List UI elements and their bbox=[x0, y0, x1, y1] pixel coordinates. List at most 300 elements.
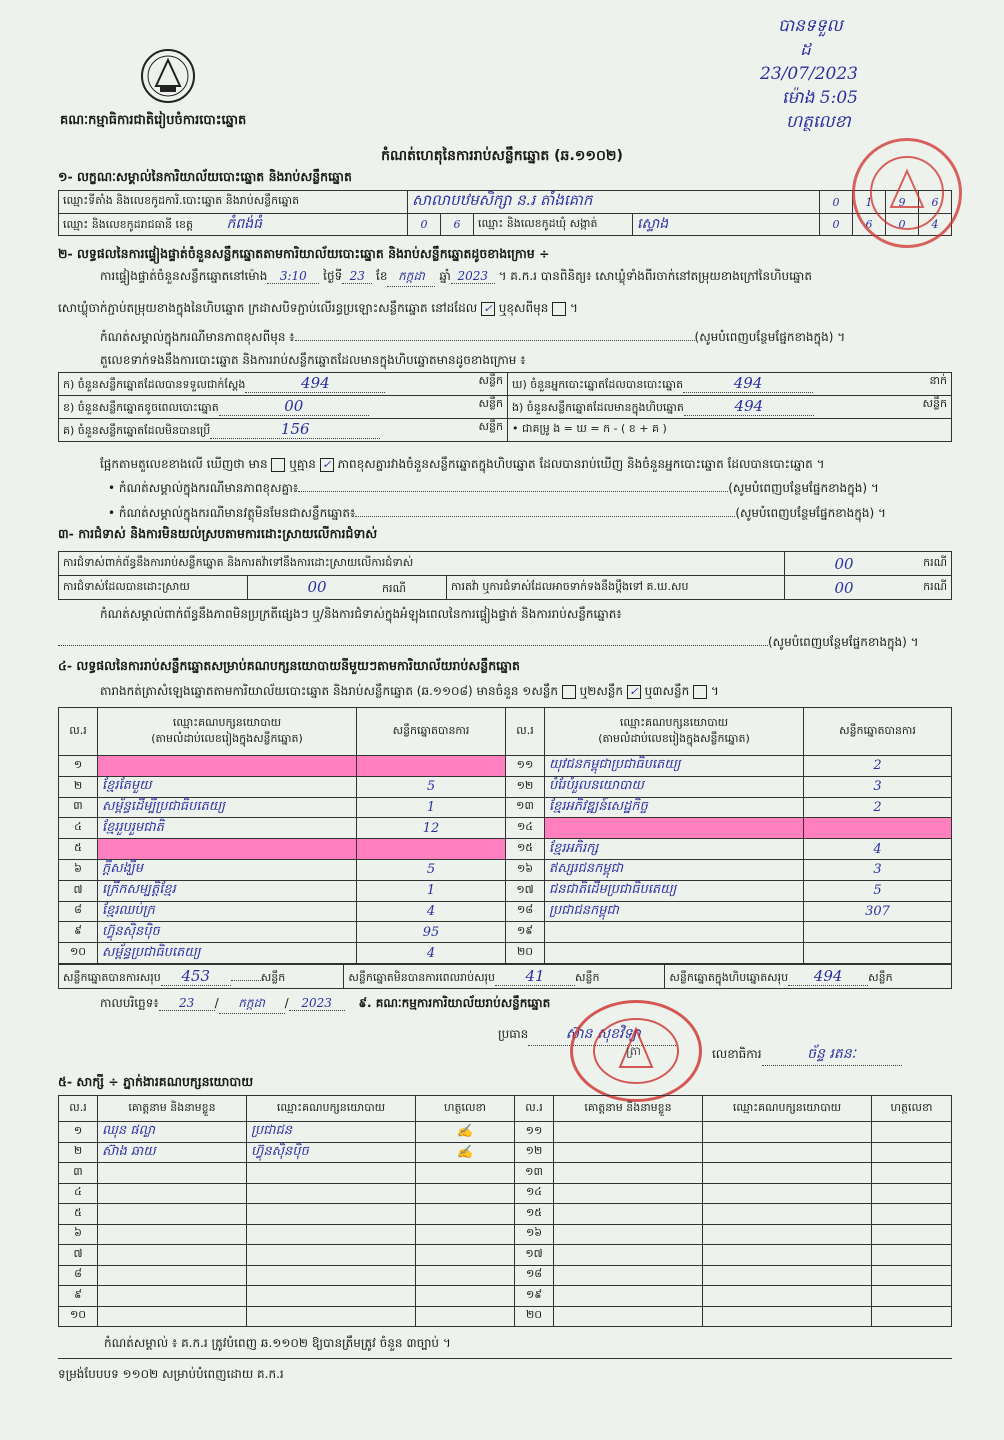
witness-row bbox=[59, 1286, 952, 1307]
appeal-label: ការតវ៉ា ឬការជំទាស់ដែលអាចទាក់ទងនឹងប្តឹងទៅ គ.ឃ.សប bbox=[447, 576, 785, 600]
resolved-unit: ករណី bbox=[382, 581, 406, 595]
different-checkbox[interactable] bbox=[552, 302, 566, 316]
received-note-line1: បានទទួល bbox=[778, 16, 843, 36]
diff-note-line bbox=[100, 329, 960, 347]
section-2-heading: ២- លទ្ធផលនៃការផ្ទៀងផ្ទាត់ចំនួនសន្លឹកឆ្នោតតាមការិយាល័យបោះឆ្នោត និងរាប់សន្លឹកឆ្នោតដូចខាងក្រោម ÷ bbox=[58, 246, 550, 261]
received-unit: សន្លឹក bbox=[478, 374, 503, 387]
chair-label: ប្រធាន bbox=[498, 1027, 529, 1041]
w-col-party-left: ឈ្មោះគណបក្សនយោបាយ bbox=[247, 1096, 416, 1122]
verify-line-2 bbox=[58, 300, 578, 318]
received-label: ក) ចំនួនសន្លឹកឆ្នោតដែលបានទទួលជាក់ស្តែង bbox=[63, 378, 246, 391]
objections-label: ការជំទាស់ពាក់ព័ន្ធនឹងការរាប់សន្លឹកឆ្នោត និងការតវ៉ាទៅនឹងការដោះស្រាយលើការជំទាស់ bbox=[59, 552, 785, 576]
chair-sign: ស៊ាន សុខវិទ្យា bbox=[528, 1024, 678, 1046]
sign-date-year: 2023 bbox=[289, 996, 345, 1011]
witness-sign bbox=[416, 1224, 515, 1245]
witness-name bbox=[98, 1204, 247, 1225]
total-valid: 453 bbox=[161, 967, 231, 986]
witness-sign bbox=[416, 1286, 515, 1307]
two-sheets-checkbox[interactable]: ✓ bbox=[627, 685, 641, 699]
col-party-left bbox=[98, 708, 357, 756]
commune-value: ស្ទោង bbox=[633, 214, 820, 236]
sign-date-line: កាលបរិច្ឆេទ៖ 23 / កក្កដា / 2023 ៩. គណៈកម្មការការិយាល័យរាប់សន្លឹកឆ្នោត bbox=[100, 995, 550, 1014]
party-votes: 5 bbox=[804, 880, 952, 901]
witness-party bbox=[247, 1183, 416, 1204]
witness-party bbox=[703, 1122, 872, 1143]
party-no: ១៣ bbox=[506, 797, 545, 818]
diff-note-label: កំណត់សម្គាល់ក្នុងករណីមានភាពខុសពីមុន ៖ bbox=[100, 330, 295, 344]
party-name: ជនជាតិដើមប្រជាធិបតេយ្យ bbox=[545, 880, 804, 901]
col-votes-right: សន្លឹកឆ្នោតបានការ bbox=[804, 708, 952, 756]
witness-name: ឈុន ផល្លា bbox=[98, 1122, 247, 1143]
total-invalid: 41 bbox=[495, 967, 575, 986]
figures-table bbox=[58, 372, 952, 442]
discrepancy-note-label: • កំណត់សម្គាល់ក្នុងករណីមានភាពខុសគ្នា៖ bbox=[108, 481, 299, 495]
witness-no: ១០ bbox=[59, 1306, 98, 1327]
received-value: 494 bbox=[245, 374, 385, 393]
witness-name: ស៊ាង ឆាយ bbox=[98, 1142, 247, 1163]
witness-no: ១៦ bbox=[515, 1224, 554, 1245]
party-name: ហ៊្វុនស៊ិនប៉ិច bbox=[98, 922, 357, 943]
col-party-left-sub: (តាមលំដាប់លេខរៀងក្នុងសន្លឹកឆ្នោត) bbox=[151, 731, 303, 745]
party-name: សម្ព័ន្ធប្រជាធិបតេយ្យ bbox=[98, 943, 357, 964]
no-discrepancy-checkbox[interactable]: ✓ bbox=[320, 458, 334, 472]
witness-party bbox=[247, 1306, 416, 1327]
party-votes bbox=[804, 922, 952, 943]
received-time: ម៉ោង 5:05 bbox=[782, 88, 858, 108]
witness-no: ៤ bbox=[59, 1183, 98, 1204]
party-no: ៦ bbox=[59, 859, 98, 880]
irregularity-note: កំណត់សម្គាល់ពាក់ព័ន្ធនឹងភាពមិនប្រក្រតីផ្សេងៗ ឬ/និងការជំទាស់ក្នុងអំឡុងពេលនៃការផ្ទៀងផ្ទាត់ និងការរាប់សន្លឹកឆ្នោត៖ bbox=[100, 607, 622, 621]
witness-no: ១៤ bbox=[515, 1183, 554, 1204]
party-name bbox=[98, 756, 357, 777]
witness-party bbox=[703, 1286, 872, 1307]
figure-row-received bbox=[59, 373, 508, 396]
witness-no: ៨ bbox=[59, 1265, 98, 1286]
resolved-value: 00 bbox=[307, 577, 327, 596]
tally-sheets-end: ។ bbox=[710, 684, 719, 698]
objections-unit: ករណី bbox=[903, 552, 952, 576]
party-name: សម្ព័ន្ធដើម្បីប្រជាធិបតេយ្យ bbox=[98, 797, 357, 818]
witness-sign bbox=[872, 1306, 952, 1327]
total-invalid-cell bbox=[344, 965, 665, 989]
col-party-left-title: ឈ្មោះគណបក្សនយោបាយ bbox=[172, 715, 282, 729]
witness-party bbox=[703, 1265, 872, 1286]
party-votes bbox=[804, 943, 952, 964]
party-name bbox=[545, 922, 804, 943]
discrepancy-note-line bbox=[108, 480, 879, 498]
party-no: ១០ bbox=[59, 943, 98, 964]
org-name: គណៈកម្មាធិការជាតិរៀបចំការបោះឆ្នោត bbox=[60, 113, 247, 128]
footnote: កំណត់សម្គាល់ ៖ គ.ក.រ ត្រូវបំពេញ ឆ.១១០២ ឱ្យបានត្រឹមត្រូវ ចំនួន ៣ច្បាប់ ។ bbox=[104, 1336, 451, 1350]
results-row bbox=[59, 776, 952, 797]
party-no: ១៤ bbox=[506, 818, 545, 839]
secretary-sign: ច័ន្ទ រតនៈ bbox=[762, 1044, 902, 1066]
in-box-label: ង) ចំនួនសន្លឹកឆ្នោតដែលមានក្នុងហិបឆ្នោត bbox=[512, 401, 684, 414]
witness-party bbox=[247, 1163, 416, 1184]
witness-name bbox=[554, 1265, 703, 1286]
section-5-heading: ៥- សាក្សី ÷ ភ្នាក់ងារគណបក្សនយោបាយ bbox=[58, 1074, 254, 1089]
results-row bbox=[59, 901, 952, 922]
col-no-right: ល.រ bbox=[506, 708, 545, 756]
party-votes: 307 bbox=[804, 901, 952, 922]
discrepancy-line bbox=[100, 456, 825, 474]
party-no: ១៩ bbox=[506, 922, 545, 943]
objections-value: 00 bbox=[785, 552, 904, 576]
party-no: ១ bbox=[59, 756, 98, 777]
results-row bbox=[59, 859, 952, 880]
results-row bbox=[59, 943, 952, 964]
location-code-2: 1 bbox=[853, 191, 886, 214]
objections-table bbox=[58, 551, 952, 600]
section-4-heading: ៤- លទ្ធផលនៃការរាប់សន្លឹកឆ្នោតសម្រាប់គណបក្សនយោបាយនីមួយៗតាមការិយាល័យរាប់សន្លឹកឆ្នោត bbox=[58, 658, 520, 673]
diff-note-hint: (សូមបំពេញបន្ថែមផ្នែកខាងក្នុង) ។ bbox=[694, 330, 846, 344]
discrepancy-note-hint: (សូមបំពេញបន្ថែមផ្នែកខាងក្នុង) ។ bbox=[728, 481, 879, 495]
witness-party bbox=[703, 1204, 872, 1225]
foreign-object-dots bbox=[355, 516, 735, 517]
section-3-heading: ៣- ការជំទាស់ និងការមិនយល់ស្របតាមការដោះស្រាយលើការជំទាស់ bbox=[58, 526, 378, 541]
foreign-object-note-line bbox=[108, 505, 886, 523]
received-note bbox=[760, 14, 960, 134]
witness-sign: ✍ bbox=[416, 1142, 515, 1163]
section-1-table bbox=[58, 190, 952, 236]
party-votes: 2 bbox=[804, 756, 952, 777]
witness-row bbox=[59, 1204, 952, 1225]
party-votes bbox=[357, 756, 506, 777]
witness-party bbox=[247, 1286, 416, 1307]
results-row bbox=[59, 839, 952, 860]
verify-line-2-end: ។ bbox=[569, 301, 578, 315]
witness-sign bbox=[416, 1245, 515, 1266]
verify-time-label: ការផ្ទៀងផ្ទាត់ចំនួនសន្លឹកឆ្នោតនៅម៉ោង bbox=[100, 269, 268, 283]
w-col-sign-right: ហត្ថលេខា bbox=[872, 1096, 952, 1122]
witness-row bbox=[59, 1245, 952, 1266]
verify-day-label: ថ្ងៃទី bbox=[323, 269, 343, 283]
witness-sign bbox=[416, 1163, 515, 1184]
results-row bbox=[59, 756, 952, 777]
location-code-4: 6 bbox=[919, 191, 952, 214]
col-party-right-title: ឈ្មោះគណបក្សនយោបាយ bbox=[619, 715, 729, 729]
total-box-unit: សន្លឹក bbox=[868, 970, 893, 984]
witness-no: ១១ bbox=[515, 1122, 554, 1143]
figure-row-spoiled bbox=[59, 396, 508, 419]
total-invalid-label: សន្លឹកឆ្នោតមិនបានការពេលរាប់សរុប bbox=[348, 970, 496, 984]
col-votes-left: សន្លឹកឆ្នោតបានការ bbox=[357, 708, 506, 756]
witness-no: ១២ bbox=[515, 1142, 554, 1163]
party-name: ខ្មែរឈប់ក្រ bbox=[98, 901, 357, 922]
location-value: សាលាបឋមសិក្សា ន.រ តាំងគោក bbox=[408, 191, 820, 214]
witness-table bbox=[58, 1095, 952, 1327]
witness-party bbox=[247, 1245, 416, 1266]
sign-date-label: កាលបរិច្ឆេទ៖ bbox=[100, 996, 159, 1010]
col-party-right bbox=[545, 708, 804, 756]
witness-no: ១៧ bbox=[515, 1245, 554, 1266]
sign-date-day: 23 bbox=[159, 996, 215, 1011]
witness-party bbox=[247, 1224, 416, 1245]
w-col-sign-left: ហត្ថលេខា bbox=[416, 1096, 515, 1122]
results-totals bbox=[58, 964, 952, 989]
party-no: ១១ bbox=[506, 756, 545, 777]
party-votes: 4 bbox=[357, 901, 506, 922]
witness-party bbox=[703, 1163, 872, 1184]
party-votes: 5 bbox=[357, 859, 506, 880]
commune-code-2: 6 bbox=[853, 214, 886, 236]
witness-no: ៥ bbox=[59, 1204, 98, 1225]
witness-name bbox=[98, 1265, 247, 1286]
received-date: 23/07/2023 bbox=[760, 64, 858, 84]
party-votes: 4 bbox=[357, 943, 506, 964]
witness-sign bbox=[872, 1204, 952, 1225]
resolved-cell bbox=[248, 576, 447, 600]
witness-party bbox=[247, 1204, 416, 1225]
spoiled-label: ខ) ចំនួនសន្លឹកឆ្នោតខូចពេលបោះឆ្នោត bbox=[63, 401, 219, 414]
col-party-right-sub: (តាមលំដាប់លេខរៀងក្នុងសន្លឹកឆ្នោត) bbox=[598, 731, 750, 745]
received-sign: ហត្ថលេខា bbox=[786, 112, 851, 132]
sign-date-month: កក្កដា bbox=[219, 995, 285, 1014]
committee-label: ៩. គណៈកម្មការការិយាល័យរាប់សន្លឹកឆ្នោត bbox=[358, 996, 551, 1010]
figure-row-in-box bbox=[508, 396, 952, 419]
tally-sheets-line bbox=[100, 683, 719, 701]
witness-sign bbox=[416, 1265, 515, 1286]
verify-month-label: ខែ bbox=[376, 269, 388, 283]
witness-party bbox=[703, 1306, 872, 1327]
party-no: ៥ bbox=[59, 839, 98, 860]
witness-name bbox=[554, 1286, 703, 1307]
secretary-signature bbox=[712, 1044, 902, 1066]
spoiled-value: 00 bbox=[219, 397, 369, 416]
figure-row-voted bbox=[508, 373, 952, 396]
witness-name bbox=[554, 1306, 703, 1327]
official-stamp-bottom bbox=[570, 1000, 702, 1102]
witness-row bbox=[59, 1163, 952, 1184]
w-col-name-left: គោត្តនាម និងនាមខ្លួន bbox=[98, 1096, 247, 1122]
party-name: ក្តីសង្ឃឹម bbox=[98, 859, 357, 880]
party-votes: 5 bbox=[357, 776, 506, 797]
verify-time: 3:10 bbox=[267, 269, 319, 284]
witness-name bbox=[554, 1183, 703, 1204]
in-box-unit: សន្លឹក bbox=[922, 397, 947, 410]
irregularity-note-line bbox=[58, 634, 919, 652]
party-no: ៨ bbox=[59, 901, 98, 922]
witness-no: ១៥ bbox=[515, 1204, 554, 1225]
witness-sign bbox=[416, 1183, 515, 1204]
location-label: ឈ្មោះទីតាំង និងលេខកូដការិ.បោះឆ្នោត និងរាប់សន្លឹកឆ្នោត bbox=[59, 191, 408, 214]
party-no: ៤ bbox=[59, 818, 98, 839]
voted-label: ឃ) ចំនួនអ្នកបោះឆ្នោតដែលបានបោះឆ្នោត bbox=[512, 378, 684, 391]
three-sheets-checkbox[interactable] bbox=[693, 685, 707, 699]
party-votes bbox=[804, 818, 952, 839]
party-name bbox=[98, 839, 357, 860]
witness-row bbox=[59, 1183, 952, 1204]
unused-unit: សន្លឹក bbox=[478, 420, 503, 433]
w-col-no-right: ល.រ bbox=[515, 1096, 554, 1122]
witness-party bbox=[247, 1265, 416, 1286]
different-label: ឬខុសពីមុន bbox=[498, 301, 549, 315]
witness-name bbox=[554, 1163, 703, 1184]
witness-sign bbox=[416, 1306, 515, 1327]
total-valid-label: សន្លឹកឆ្នោតបានការសរុប bbox=[63, 970, 161, 984]
nec-emblem-icon bbox=[140, 46, 196, 106]
witness-party: ហ៊្វុនស៊ិនប៉ិច bbox=[247, 1142, 416, 1163]
witness-no: ១៨ bbox=[515, 1265, 554, 1286]
party-name: ប្រជាជនកម្ពុជា bbox=[545, 901, 804, 922]
witness-sign bbox=[416, 1204, 515, 1225]
witness-sign bbox=[872, 1183, 952, 1204]
footer-divider bbox=[58, 1358, 952, 1359]
discrepancy-note-dots bbox=[298, 491, 728, 492]
party-name bbox=[545, 818, 804, 839]
total-box-label: សន្លឹកឆ្នោតក្នុងហិបឆ្នោតសរុប bbox=[669, 970, 789, 984]
province-value: កំពង់ធំ bbox=[226, 216, 263, 232]
w-col-name-right: គោត្តនាម និងនាមខ្លួន bbox=[554, 1096, 703, 1122]
witness-no: ៦ bbox=[59, 1224, 98, 1245]
form-footer: ទម្រង់បែបបទ ១១០២ សម្រាប់បំពេញដោយ គ.ក.រ bbox=[58, 1367, 284, 1381]
witness-name bbox=[98, 1163, 247, 1184]
party-no: ៩ bbox=[59, 922, 98, 943]
party-name bbox=[545, 943, 804, 964]
voted-unit: នាក់ bbox=[929, 374, 947, 387]
location-code-1: 0 bbox=[820, 191, 853, 214]
verify-line-1 bbox=[100, 268, 960, 287]
verify-month: កក្កដា bbox=[387, 268, 435, 287]
figure-row-unused bbox=[59, 419, 508, 442]
received-note-line2: ដ bbox=[800, 40, 811, 60]
formula: • ជាគម្រូ ង = ឃ = ក - ( ខ + គ ) bbox=[508, 419, 952, 442]
commune-label: ឈ្មោះ និងលេខកូដឃុំ សង្កាត់ bbox=[474, 214, 633, 236]
results-row bbox=[59, 818, 952, 839]
witness-no: ២ bbox=[59, 1142, 98, 1163]
official-stamp-top bbox=[852, 138, 962, 248]
spoiled-unit: សន្លឹក bbox=[478, 397, 503, 410]
results-row bbox=[59, 797, 952, 818]
witness-sign bbox=[872, 1142, 952, 1163]
w-col-no-left: ល.រ bbox=[59, 1096, 98, 1122]
no-discrepancy-label: ឬគ្មាន bbox=[289, 457, 316, 471]
commune-code-4: 4 bbox=[919, 214, 952, 236]
commune-code-1: 0 bbox=[820, 214, 853, 236]
foreign-object-label: • កំណត់សម្គាល់ក្នុងករណីមានវត្ថុមិនមែនជាសន្លឹកឆ្នោត៖ bbox=[108, 506, 356, 520]
col-no-left: ល.រ bbox=[59, 708, 98, 756]
witness-sign: ✍ bbox=[416, 1122, 515, 1143]
witness-party bbox=[703, 1224, 872, 1245]
witness-party bbox=[703, 1142, 872, 1163]
party-no: ២ bbox=[59, 776, 98, 797]
has-discrepancy-checkbox[interactable] bbox=[271, 458, 285, 472]
unused-label: គ) ចំនួនសន្លឹកឆ្នោតដែលមិនបានប្រើ bbox=[63, 424, 211, 437]
party-votes: 2 bbox=[804, 797, 952, 818]
three-sheets-label: ឬ៣សន្លឹក bbox=[644, 684, 690, 698]
party-votes: 3 bbox=[804, 859, 952, 880]
party-name: ក្រើកសម្បត្តិខ្មែរ bbox=[98, 880, 357, 901]
witness-no: ១៩ bbox=[515, 1286, 554, 1307]
witness-sign bbox=[872, 1245, 952, 1266]
party-votes bbox=[357, 839, 506, 860]
witness-sign bbox=[872, 1163, 952, 1184]
results-row bbox=[59, 922, 952, 943]
witness-name bbox=[98, 1183, 247, 1204]
resolved-label: ការជំទាស់ដែលបានដោះស្រាយ bbox=[59, 576, 248, 600]
witness-no: ៣ bbox=[59, 1163, 98, 1184]
witness-sign bbox=[872, 1286, 952, 1307]
party-name: បំរែបំរួលនយោបាយ bbox=[545, 776, 804, 797]
witness-row bbox=[59, 1306, 952, 1327]
witness-row bbox=[59, 1122, 952, 1143]
stamp-center: ត្រា bbox=[626, 1044, 641, 1058]
foreign-object-hint: (សូមបំពេញបន្ថែមផ្នែកខាងក្នុង) ។ bbox=[735, 506, 886, 520]
w-col-party-right: ឈ្មោះគណបក្សនយោបាយ bbox=[703, 1096, 872, 1122]
witness-name bbox=[554, 1122, 703, 1143]
witness-sign bbox=[872, 1224, 952, 1245]
witness-name bbox=[554, 1224, 703, 1245]
witness-name bbox=[554, 1245, 703, 1266]
tally-sheets-label: តារាងកត់ត្រាសំឡេងឆ្នោតតាមការិយាល័យបោះឆ្នោត និងរាប់សន្លឹកឆ្នោត (ឆ.១១០៨) មានចំនួន ១សន្លឹក bbox=[100, 684, 558, 698]
witness-name bbox=[98, 1245, 247, 1266]
party-name: យុវជនកម្ពុជាប្រជាធិបតេយ្យ bbox=[545, 756, 804, 777]
party-no: ១៨ bbox=[506, 901, 545, 922]
party-votes: 4 bbox=[804, 839, 952, 860]
secretary-label: លេខាធិការ bbox=[712, 1047, 762, 1061]
witness-no: ៩ bbox=[59, 1286, 98, 1307]
diff-note-dots bbox=[295, 340, 695, 341]
total-valid-dots bbox=[231, 980, 261, 981]
section-1-heading: ១- លក្ខណៈសម្គាល់នៃការិយាល័យបោះឆ្នោត និងរាប់សន្លឹកឆ្នោត bbox=[58, 169, 352, 184]
appeal-value: 00 bbox=[785, 576, 904, 600]
party-no: ១៦ bbox=[506, 859, 545, 880]
province-code-2: 6 bbox=[441, 214, 474, 236]
party-no: ៧ bbox=[59, 880, 98, 901]
party-no: ២០ bbox=[506, 943, 545, 964]
same-checkbox[interactable]: ✓ bbox=[481, 302, 495, 316]
witness-row bbox=[59, 1142, 952, 1163]
figures-intro: តួលេខទាក់ទងនឹងការបោះឆ្នោត និងការរាប់សន្លឹកឆ្នោតដែលមានក្នុងហិបឆ្នោតមានដូចខាងក្រោម ៖ bbox=[100, 353, 526, 367]
province-label-text: ឈ្មោះ និងលេខកូដរាជធានី ខេត្ត bbox=[63, 218, 193, 231]
in-box-value: 494 bbox=[684, 397, 814, 416]
party-name: ខ្មែរតែមួយ bbox=[98, 776, 357, 797]
witness-name bbox=[98, 1224, 247, 1245]
discrepancy-text: ភាពខុសគ្នារវាងចំនួនសន្លឹកឆ្នោតក្នុងហិបឆ្នោត ដែលបានរាប់ឃើញ និងចំនួនអ្នកបោះឆ្នោត ដែលបានបោះឆ្នោត ។ bbox=[337, 457, 825, 471]
witness-party: ប្រជាជន bbox=[247, 1122, 416, 1143]
verify-locks-text: ។ គ.ក.រ បានពិនិត្យ៖ សោឃ្លុំទាំងពីរចាក់នៅតម្រុយខាងក្រៅនៃហិបឆ្នោត bbox=[498, 269, 812, 283]
witness-sign bbox=[872, 1122, 952, 1143]
witness-party bbox=[703, 1183, 872, 1204]
witness-no: ៧ bbox=[59, 1245, 98, 1266]
appeal-unit: ករណី bbox=[903, 576, 952, 600]
witness-party bbox=[703, 1245, 872, 1266]
total-invalid-unit: សន្លឹក bbox=[575, 970, 600, 984]
witness-name bbox=[98, 1286, 247, 1307]
party-name: ខ្មែរអភិវឌ្ឍន៍សេដ្ឋកិច្ច bbox=[545, 797, 804, 818]
witness-row bbox=[59, 1265, 952, 1286]
witness-name bbox=[554, 1204, 703, 1225]
witness-no: ១៣ bbox=[515, 1163, 554, 1184]
witness-name bbox=[98, 1306, 247, 1327]
one-sheet-checkbox[interactable] bbox=[562, 685, 576, 699]
witness-row bbox=[59, 1224, 952, 1245]
verify-year-label: ឆ្នាំ bbox=[439, 269, 451, 283]
party-name: ឥស្សរជនកម្ពុជា bbox=[545, 859, 804, 880]
party-no: ១២ bbox=[506, 776, 545, 797]
form-title: កំណត់ហេតុនៃការរាប់សន្លឹកឆ្នោត (ឆ.១១០២) bbox=[381, 148, 623, 164]
discrepancy-label: ផ្អែកតាមតួលេខខាងលើ ឃើញថា មាន bbox=[100, 457, 268, 471]
total-valid-unit: សន្លឹក bbox=[260, 970, 286, 984]
total-box-cell bbox=[665, 965, 952, 989]
party-no: ១៧ bbox=[506, 880, 545, 901]
party-name: ខ្មែររួបរួមជាតិ bbox=[98, 818, 357, 839]
two-sheets-label: ឬ២សន្លឹក bbox=[579, 684, 624, 698]
witness-no: ១ bbox=[59, 1122, 98, 1143]
witness-sign bbox=[872, 1265, 952, 1286]
irregularity-dots bbox=[58, 645, 768, 646]
party-name: ខ្មែរអភិរក្ស bbox=[545, 839, 804, 860]
